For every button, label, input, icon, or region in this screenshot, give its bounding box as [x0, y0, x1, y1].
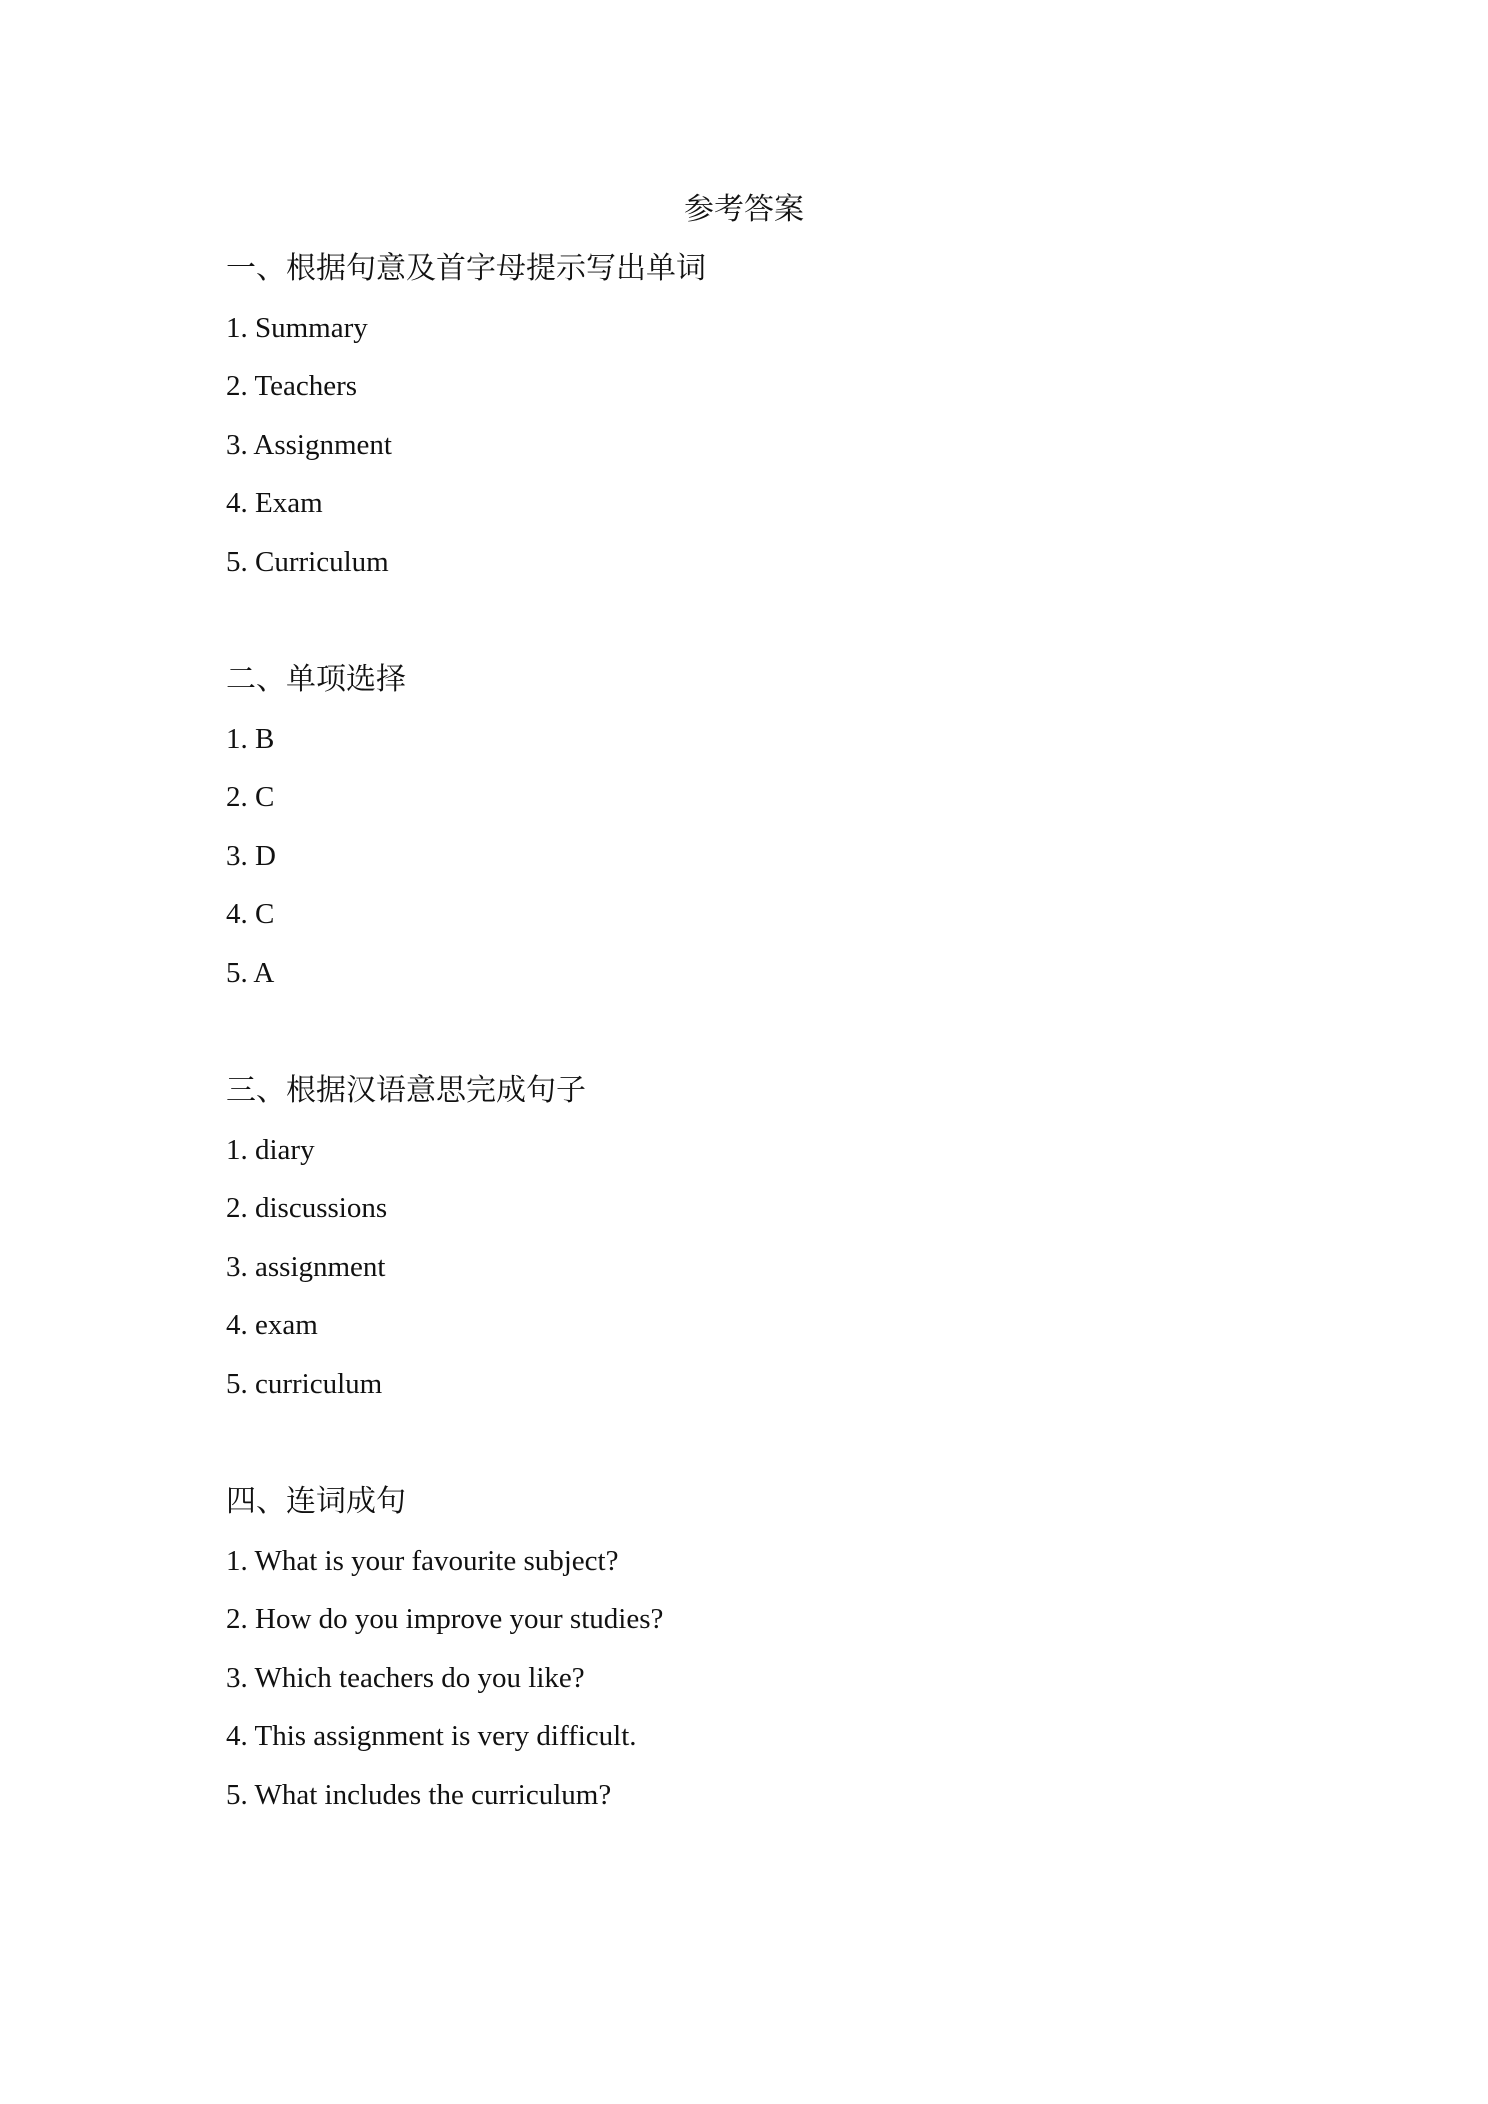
answer-list — [226, 719, 1326, 993]
answer-item: 2. C — [226, 781, 275, 813]
section-sentence-building — [226, 1482, 1326, 1815]
answer-list — [226, 1541, 1326, 1815]
section-sentence-completion — [226, 1071, 1326, 1404]
answer-item: 4. This assignment is very difficult. — [226, 1720, 637, 1752]
answer-item: 5. What includes the curriculum? — [226, 1778, 612, 1811]
answer-item: 1. Summary — [226, 311, 368, 344]
section-heading: 一、根据句意及首字母提示写出单词 — [226, 251, 706, 286]
answer-item: 5. Curriculum — [226, 545, 389, 578]
answer-item: 1. diary — [226, 1133, 315, 1166]
answer-item: 3. Which teachers do you like? — [226, 1661, 585, 1694]
section-heading: 三、根据汉语意思完成句子 — [226, 1073, 586, 1108]
answer-item: 4. exam — [226, 1309, 318, 1341]
answer-item: 4. Exam — [226, 487, 323, 519]
answer-list — [226, 1130, 1326, 1404]
answer-list — [226, 308, 1326, 582]
page-title: 参考答案 — [684, 192, 804, 227]
section-heading: 二、单项选择 — [226, 662, 406, 697]
section-word-spelling — [226, 249, 1326, 582]
answer-item: 1. What is your favourite subject? — [226, 1544, 619, 1577]
section-heading: 四、连词成句 — [226, 1484, 406, 1519]
answer-item: 2. How do you improve your studies? — [226, 1603, 664, 1635]
answer-item: 3. assignment — [226, 1250, 386, 1283]
answer-item: 3. Assignment — [226, 428, 392, 461]
section-multiple-choice — [226, 660, 1326, 993]
answer-item: 4. C — [226, 898, 275, 930]
answer-item: 2. Teachers — [226, 370, 358, 402]
answer-item: 5. curriculum — [226, 1367, 383, 1400]
answer-item: 3. D — [226, 839, 276, 872]
answer-item: 1. B — [226, 722, 275, 755]
answer-item: 2. discussions — [226, 1192, 388, 1224]
answer-item: 5. A — [226, 956, 275, 989]
